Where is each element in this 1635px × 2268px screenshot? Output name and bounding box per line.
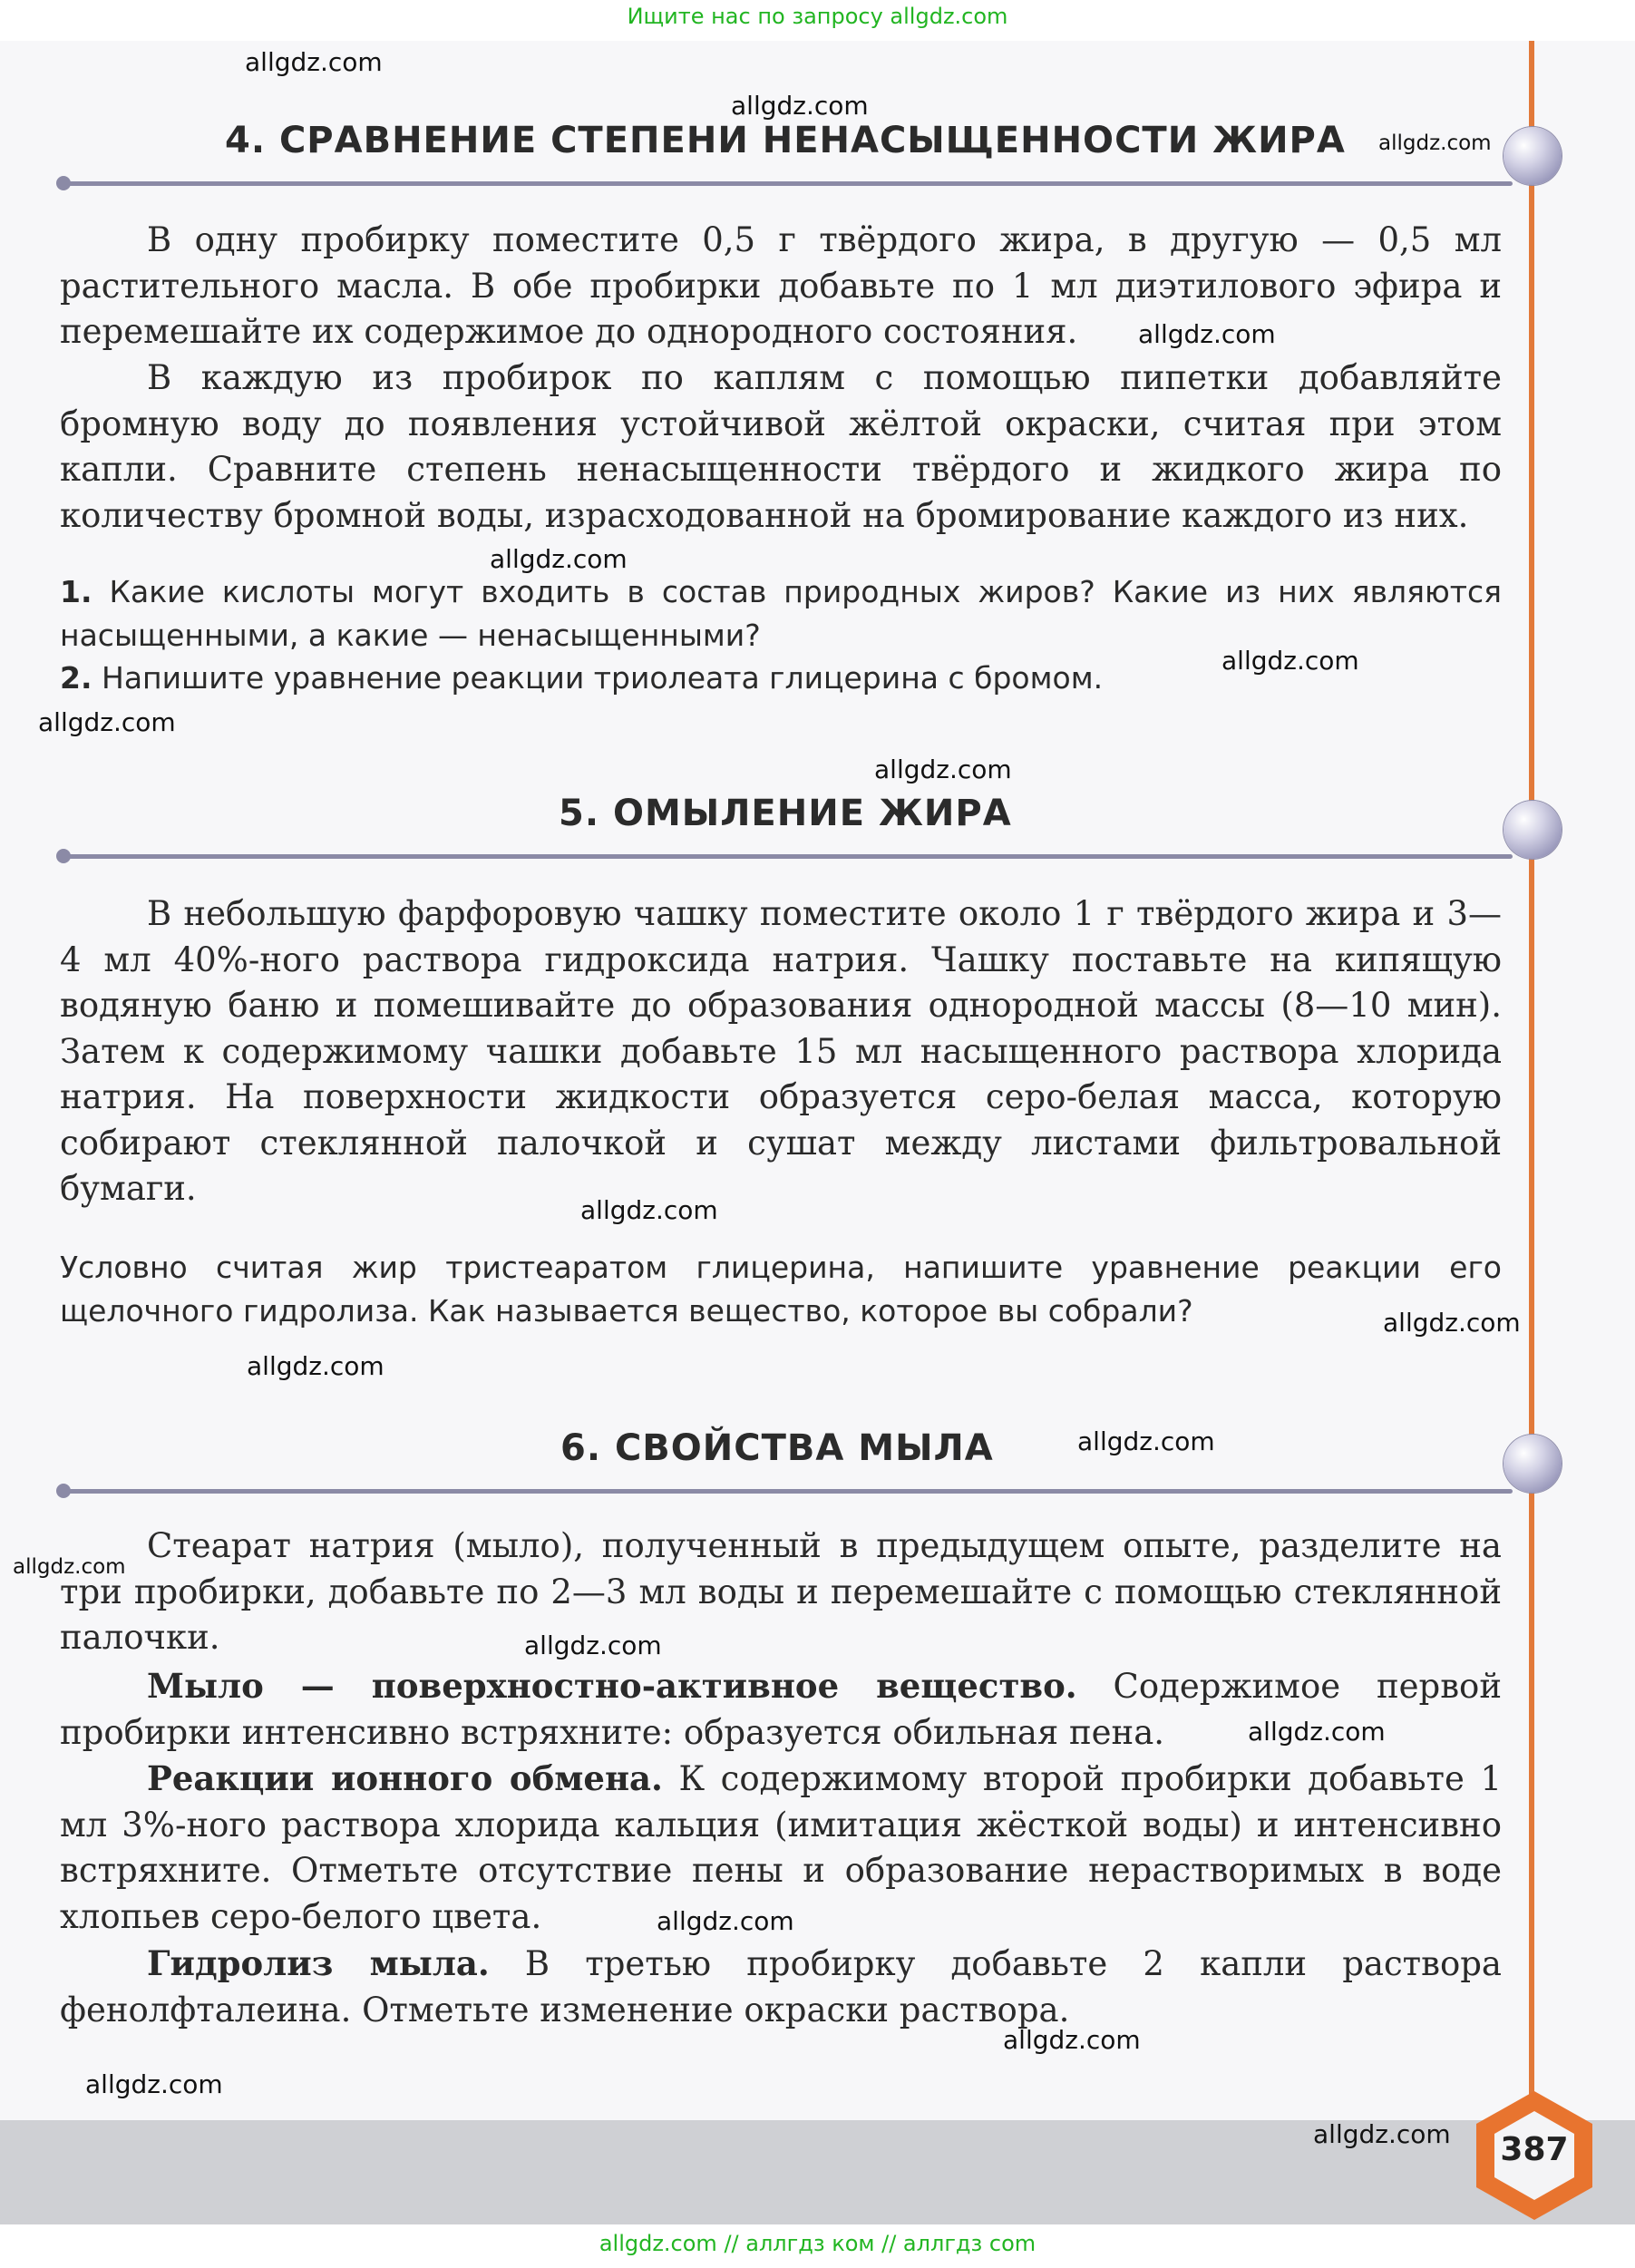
side-rail <box>1529 41 1534 2127</box>
question-1-text: Какие кислоты могут входить в состав природных жиров? Какие из них являются насыщенными, а какие — ненасыщенными? <box>60 574 1502 653</box>
search-hint-banner: Ищите нас по запросу allgdz.com <box>627 4 1008 29</box>
section-4-paragraph-1: В одну пробирку поместите 0,5 г твёрдого жира, в другую — 0,5 мл растительного масла. В обе пробирки добавьте по 1 мл диэтилового эфира и перемешайте их содержимое до однородного состояния. <box>60 220 1502 351</box>
section-4-ball <box>1504 127 1562 185</box>
section-4-paragraph-2: В каждую из пробирок по каплям с помощью пипетки добавляйте бромную воду до появления устойчивой жёлтой окраски, считая при этом капли. Сравните степень ненасыщенности твёрдого и жидкого жира по количеству бромной воды, израсходованной на бромирование каждого из них. <box>60 358 1502 535</box>
page-number-badge <box>1471 2088 1598 2224</box>
hydrolysis-text: В третью пробирку добавьте 2 капли раствора фенолфталеина. Отметьте изменение окраски раствора. <box>60 1944 1502 2030</box>
section-5-paragraph: В небольшую фарфоровую чашку поместите около 1 г твёрдого жира и 3—4 мл 40%-ного раствора гидроксида натрия. Чашку поставьте на кипящую водяную баню и помешивайте до образования однородной массы (8—10 мин). Затем к содержимому чашки добавьте 15 мл насыщенного раствора хлорида натрия. На поверхности жидкости образуется серо-белая масса, которую собирают стеклянной палочкой и сушат между листами фильтровальной бумаги. <box>60 894 1502 1208</box>
watermark: allgdz.com <box>1378 131 1492 155</box>
watermark: allgdz.com <box>580 1195 718 1225</box>
section-4-question-1 <box>60 570 1502 657</box>
section-6-paragraph-4 <box>60 1941 1502 2033</box>
section-4-title: 4. СРАВНЕНИЕ СТЕПЕНИ НЕНАСЫЩЕННОСТИ ЖИРА <box>225 120 1346 161</box>
section-6-title: 6. СВОЙСТВА МЫЛА <box>560 1427 994 1469</box>
footer-links-note: allgdz.com // аллгдз ком // аллгдз com <box>599 2231 1036 2256</box>
section-6-header <box>60 1427 1511 1491</box>
watermark: allgdz.com <box>1248 1717 1386 1747</box>
watermark: allgdz.com <box>13 1555 126 1579</box>
section-5-rule-dot <box>56 849 71 863</box>
question-2-text: Напишите уравнение реакции триолеата глицерина с бромом. <box>102 660 1104 696</box>
section-6-rule-dot <box>56 1484 71 1498</box>
section-4-rule-dot <box>56 176 71 190</box>
watermark: allgdz.com <box>38 707 176 737</box>
watermark: allgdz.com <box>1003 2025 1141 2055</box>
section-6-ball <box>1504 1435 1562 1493</box>
watermark: allgdz.com <box>657 1906 794 1936</box>
watermark: allgdz.com <box>874 754 1012 784</box>
question-1-number: 1. <box>60 574 92 609</box>
watermark: allgdz.com <box>247 1351 384 1381</box>
watermark: allgdz.com <box>1221 646 1359 676</box>
watermark: allgdz.com <box>1077 1426 1215 1456</box>
page-number: 387 <box>1500 2131 1569 2168</box>
watermark: allgdz.com <box>85 2069 223 2099</box>
question-2-number: 2. <box>60 660 92 696</box>
hydrolysis-heading: Гидролиз мыла. <box>147 1943 490 1983</box>
section-6-rule <box>60 1489 1513 1494</box>
watermark: allgdz.com <box>1313 2119 1451 2149</box>
ion-exchange-text: К содержимому второй пробирки добавьте 1 мл 3%-ного раствора хлорида кальция (имитация жёсткой воды) и интенсивно встряхните. Отметьте отсутствие пены и образование нерастворимых в воде хлопьев серо-белого цвета. <box>60 1759 1502 1936</box>
section-5-rule <box>60 854 1513 859</box>
watermark: allgdz.com <box>245 47 383 77</box>
watermark: allgdz.com <box>731 91 869 121</box>
surfactant-text: Содержимое первой пробирки интенсивно встряхните: образуется обильная пена. <box>60 1667 1502 1752</box>
watermark: allgdz.com <box>524 1630 662 1660</box>
section-4-header <box>60 120 1511 183</box>
section-5-ball <box>1504 801 1562 859</box>
section-5-header <box>60 793 1511 856</box>
watermark: allgdz.com <box>1138 319 1276 349</box>
ion-exchange-heading: Реакции ионного обмена. <box>147 1758 663 1798</box>
surfactant-heading: Мыло — поверхностно-активное вещество. <box>147 1666 1077 1706</box>
watermark: allgdz.com <box>1383 1308 1521 1338</box>
section-5-title: 5. ОМЫЛЕНИЕ ЖИРА <box>559 793 1012 834</box>
section-6-paragraph-1: Стеарат натрия (мыло), полученный в предыдущем опыте, разделите на три пробирки, добавьте по 2—3 мл воды и перемешайте с помощью стеклянной палочки. <box>60 1526 1502 1657</box>
section-4-rule <box>60 181 1513 186</box>
section-5-question: Условно считая жир тристеаратом глицерина, напишите уравнение реакции его щелочного гидролиза. Как называется вещество, которое вы собрали? <box>60 1250 1502 1329</box>
watermark: allgdz.com <box>490 544 628 574</box>
